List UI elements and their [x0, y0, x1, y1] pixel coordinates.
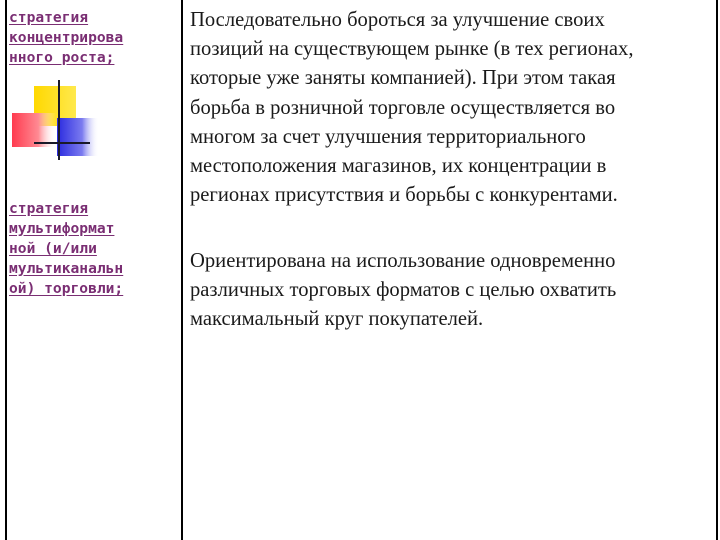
strategy-term-multiformat: стратегия мультиформат ной (и/или мультиканальн ой) торговли; — [9, 200, 124, 297]
blue-square — [57, 118, 99, 156]
strategy-term-concentrated-growth: стратегия концентрирова нного роста; — [9, 9, 124, 66]
strategy-description-concentrated-growth: Последовательно бороться за улучшение своих позиций на существующем рынке (в тех регионах, которые уже заняты компанией). При этом такая борьба в розничной торговле осуществляется во многом за счет улучшения территориального местоположения магазинов, их концентрации в регионах присутствия и борьбы с конкурентами. — [190, 9, 634, 207]
strategy-description-multiformat: Ориентирована на использование одновременно различных торговых форматов с целью охватить максимальный круг покупателей. — [190, 250, 617, 331]
table-column-divider — [181, 0, 183, 540]
table-right-border — [716, 0, 718, 540]
red-square — [12, 113, 56, 147]
